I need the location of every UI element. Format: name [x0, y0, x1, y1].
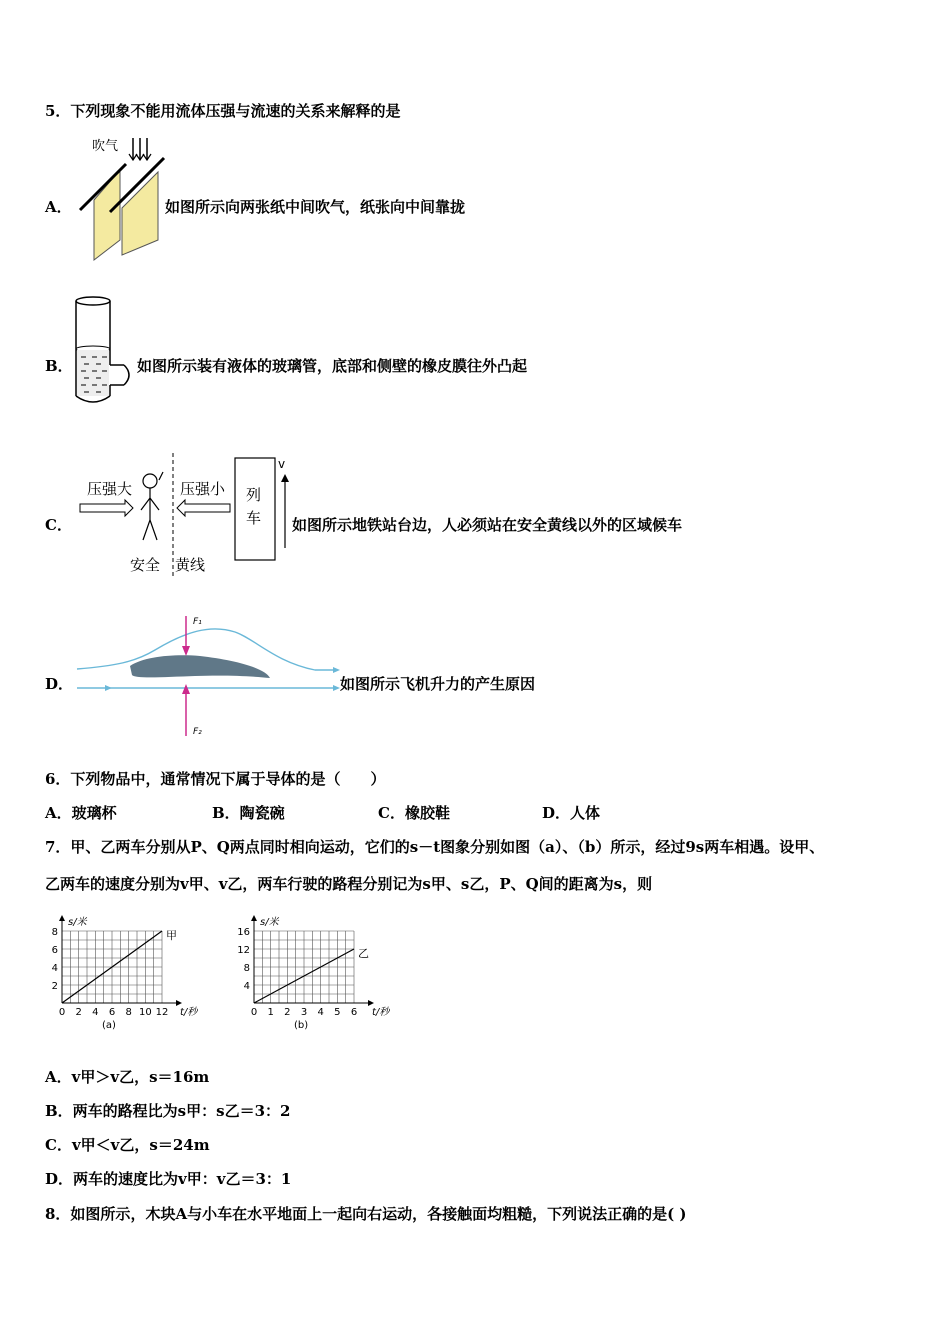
series-label: 甲 [166, 929, 177, 942]
train-label-2: 车 [246, 509, 262, 527]
velocity-label: v [278, 457, 286, 471]
x-tick-label: 4 [92, 1007, 99, 1018]
chart-caption: (b) [294, 1020, 309, 1030]
high-pressure-label: 压强大 [87, 480, 133, 498]
q7-option-a: A．v甲＞v乙，s＝16m [45, 1068, 210, 1086]
q6-stem: 6．下列物品中，通常情况下属于导体的是（ ） [45, 770, 386, 788]
low-pressure-label: 压强小 [180, 480, 226, 498]
x-tick-label: 2 [75, 1007, 82, 1018]
glass-tube-figure [72, 292, 137, 412]
blow-label: 吹气 [92, 139, 119, 154]
blowing-paper-figure [70, 130, 170, 265]
q7-stem-line2: 乙两车的速度分别为v甲、v乙，两车行驶的路程分别记为s甲、s乙，P、Q间的距离为s，则 [45, 875, 653, 893]
series-label: 乙 [358, 947, 369, 960]
q5-option-b-text: 如图所示装有液体的玻璃管，底部和侧壁的橡皮膜往外凸起 [137, 357, 528, 375]
q5-option-a-text: 如图所示向两张纸中间吹气，纸张向中间靠拢 [165, 198, 466, 216]
safe-label: 安全 [130, 556, 161, 574]
train-label-1: 列 [246, 486, 262, 504]
q5-option-d-label: D． [45, 675, 74, 693]
airfoil-lift-figure [75, 612, 345, 742]
x-tick-label: 5 [334, 1007, 341, 1018]
y-tick-label: 8 [243, 963, 250, 974]
y-axis-label: s/米 [68, 917, 87, 928]
y-tick-label: 4 [51, 963, 58, 974]
y-tick-label: 16 [237, 927, 250, 938]
chart-caption: (a) [102, 1020, 116, 1030]
x-tick-label: 6 [108, 1007, 116, 1018]
y-tick-label: 8 [51, 927, 58, 938]
x-tick-label: 2 [284, 1007, 291, 1018]
q7-option-b: B．两车的路程比为s甲：s乙＝3：2 [45, 1102, 291, 1120]
q8-stem: 8．如图所示，木块A与小车在水平地面上一起向右运动，各接触面均粗糙，下列说法正确的是( ) [45, 1205, 687, 1223]
x-axis-label: t/秒 [180, 1007, 198, 1018]
x-tick-label: 12 [155, 1007, 169, 1018]
q6-option-d: D．人体 [542, 804, 601, 822]
y-tick-label: 6 [51, 945, 58, 956]
q7-option-c: C．v甲＜v乙，s＝24m [45, 1136, 210, 1154]
q6-option-c: C．橡胶鞋 [378, 804, 450, 822]
x-tick-label: 0 [250, 1007, 258, 1018]
q5-option-b-label: B． [45, 357, 73, 375]
subway-platform-figure [75, 448, 295, 583]
x-axis-arrow [368, 1000, 374, 1006]
y-axis-arrow [251, 915, 257, 921]
chart-b-grid [254, 931, 354, 1003]
x-tick-label: 1 [267, 1007, 274, 1018]
x-axis-arrow [176, 1000, 182, 1006]
y-axis-arrow [59, 915, 65, 921]
q5-option-d-text: 如图所示飞机升力的产生原因 [340, 675, 536, 693]
x-tick-label: 4 [317, 1007, 324, 1018]
q5-stem: 5．下列现象不能用流体压强与流速的关系来解释的是 [45, 102, 401, 120]
y-tick-label: 12 [237, 945, 250, 956]
st-graph-b [232, 905, 412, 1030]
q5-option-c-label: C． [45, 516, 72, 534]
q6-option-b: B．陶瓷碗 [212, 804, 285, 822]
force-f1-label: F₁ [193, 617, 202, 627]
q6-option-a: A．玻璃杯 [45, 804, 117, 822]
x-tick-label: 8 [125, 1007, 132, 1018]
q5-option-a-label: A． [45, 198, 72, 216]
x-tick-label: 10 [138, 1007, 152, 1018]
x-axis-label: t/秒 [372, 1007, 390, 1018]
q5-option-c-text: 如图所示地铁站台边，人必须站在安全黄线以外的区域候车 [292, 516, 683, 534]
x-tick-label: 6 [350, 1007, 358, 1018]
x-tick-label: 0 [58, 1007, 66, 1018]
q7-stem-line1: 7．甲、乙两车分别从P、Q两点同时相向运动，它们的s－t图象分别如图（a）、（b）所示，经过9s两车相遇。设甲、 [45, 838, 825, 856]
force-f2-label: F₂ [193, 727, 202, 737]
st-graph-a [40, 905, 220, 1030]
y-tick-label: 4 [243, 981, 250, 992]
x-tick-label: 3 [300, 1007, 308, 1018]
q7-option-d: D．两车的速度比为v甲：v乙＝3：1 [45, 1170, 292, 1188]
yellow-line-label: 黄线 [175, 556, 206, 574]
y-axis-label: s/米 [260, 917, 279, 928]
y-tick-label: 2 [51, 981, 58, 992]
